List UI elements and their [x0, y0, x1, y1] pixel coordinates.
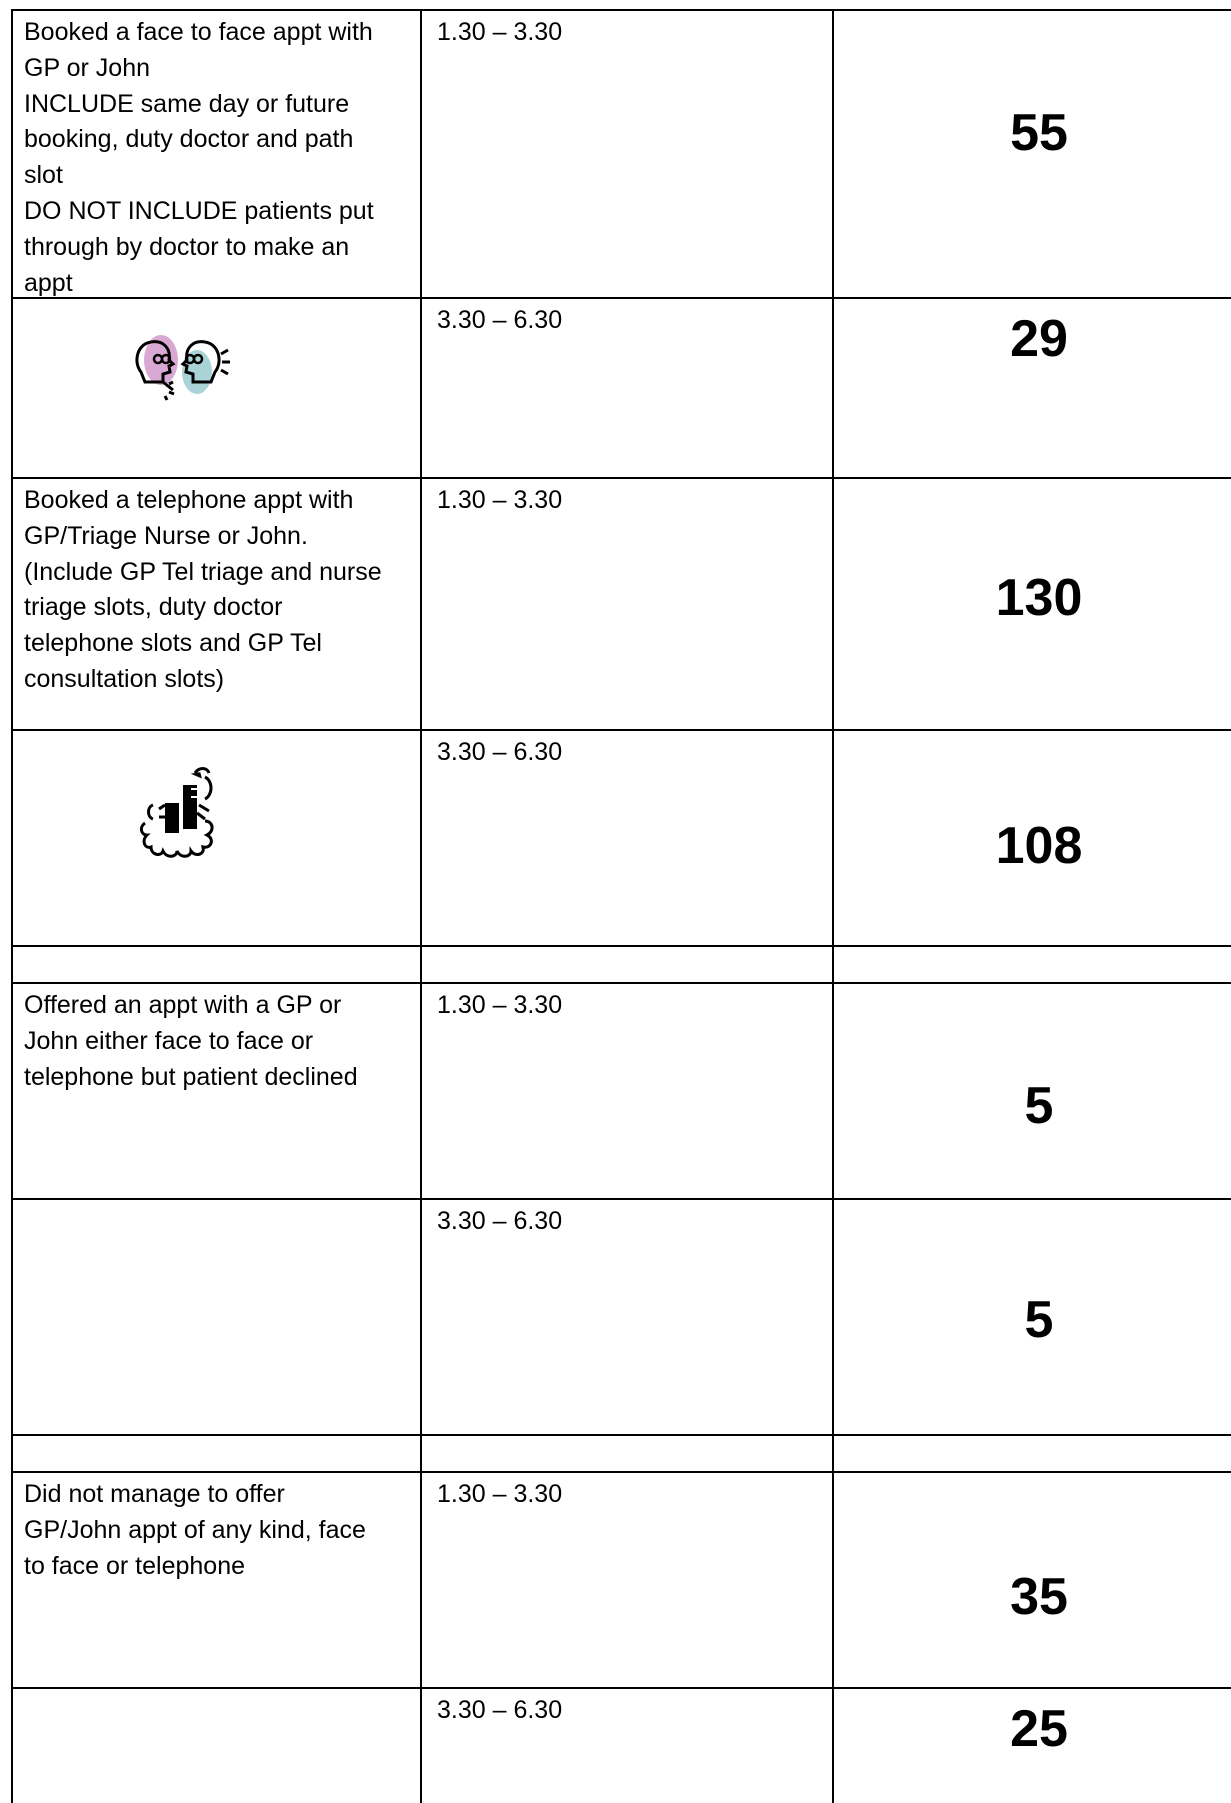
- time-range: 3.30 – 6.30: [437, 1207, 563, 1235]
- count-cell: [834, 11, 1229, 297]
- table-row: [13, 731, 1231, 947]
- time-range: 1.30 – 3.30: [437, 486, 563, 514]
- table-row: [13, 11, 1231, 299]
- count-value: 5: [1024, 1077, 1054, 1135]
- description-cell: [13, 1473, 422, 1687]
- count-cell: [834, 984, 1229, 1198]
- count-value: 108: [995, 817, 1083, 875]
- description-cell: [13, 1689, 422, 1803]
- table-row-empty: [13, 947, 1231, 984]
- count-cell: [834, 479, 1229, 729]
- two-people-talking-icon: [123, 332, 233, 402]
- telephone-conversation-icon: [139, 765, 219, 865]
- empty-cell: [422, 947, 834, 982]
- count-value: 29: [1010, 310, 1068, 368]
- count-value: 55: [1010, 104, 1068, 162]
- empty-cell: [422, 1436, 834, 1471]
- count-value: 25: [1010, 1700, 1068, 1758]
- table-row: [13, 1473, 1231, 1689]
- table-row: [13, 1689, 1231, 1803]
- empty-cell: [13, 947, 422, 982]
- count-cell: [834, 1473, 1229, 1687]
- time-range: 3.30 – 6.30: [437, 738, 563, 766]
- table-row: [13, 479, 1231, 731]
- time-cell: [422, 1473, 834, 1687]
- time-cell: [422, 984, 834, 1198]
- count-cell: [834, 731, 1229, 945]
- row-description: Offered an appt with a GP or John either face to face or telephone but patient declined: [24, 991, 358, 1091]
- time-range: 3.30 – 6.30: [437, 306, 563, 334]
- table-row-empty: [13, 1436, 1231, 1473]
- description-cell: [13, 479, 422, 729]
- description-cell: [13, 1200, 422, 1434]
- time-cell: [422, 1689, 834, 1803]
- time-range: 1.30 – 3.30: [437, 1480, 563, 1508]
- table-row: [13, 1200, 1231, 1436]
- count-cell: [834, 299, 1229, 477]
- time-range: 3.30 – 6.30: [437, 1696, 563, 1724]
- time-cell: [422, 299, 834, 477]
- count-cell: [834, 1200, 1229, 1434]
- time-cell: [422, 731, 834, 945]
- count-value: 35: [1010, 1568, 1068, 1626]
- count-value: 130: [995, 569, 1083, 627]
- row-description: Booked a face to face appt with GP or John INCLUDE same day or future booking, duty doctor and path slot DO NOT INCLUDE patients put through by doctor to make an appt: [24, 18, 374, 297]
- time-cell: [422, 479, 834, 729]
- table-row: [13, 299, 1231, 479]
- time-cell: [422, 1200, 834, 1434]
- table-row: [13, 984, 1231, 1200]
- time-cell: [422, 11, 834, 297]
- count-cell: [834, 1689, 1229, 1803]
- time-range: 1.30 – 3.30: [437, 991, 563, 1019]
- description-cell: [13, 984, 422, 1198]
- empty-cell: [834, 1436, 1229, 1471]
- empty-cell: [834, 947, 1229, 982]
- description-cell: [13, 299, 422, 477]
- time-range: 1.30 – 3.30: [437, 18, 563, 46]
- empty-cell: [13, 1436, 422, 1471]
- row-description: Booked a telephone appt with GP/Triage Nurse or John. (Include GP Tel triage and nurse triage slots, duty doctor telephone slots and GP Tel consultation slots): [24, 486, 382, 693]
- row-description: Did not manage to offer GP/John appt of any kind, face to face or telephone: [24, 1480, 366, 1580]
- description-cell: [13, 11, 422, 297]
- count-value: 5: [1024, 1291, 1054, 1349]
- description-cell: [13, 731, 422, 945]
- appointments-table: [11, 9, 1231, 1803]
